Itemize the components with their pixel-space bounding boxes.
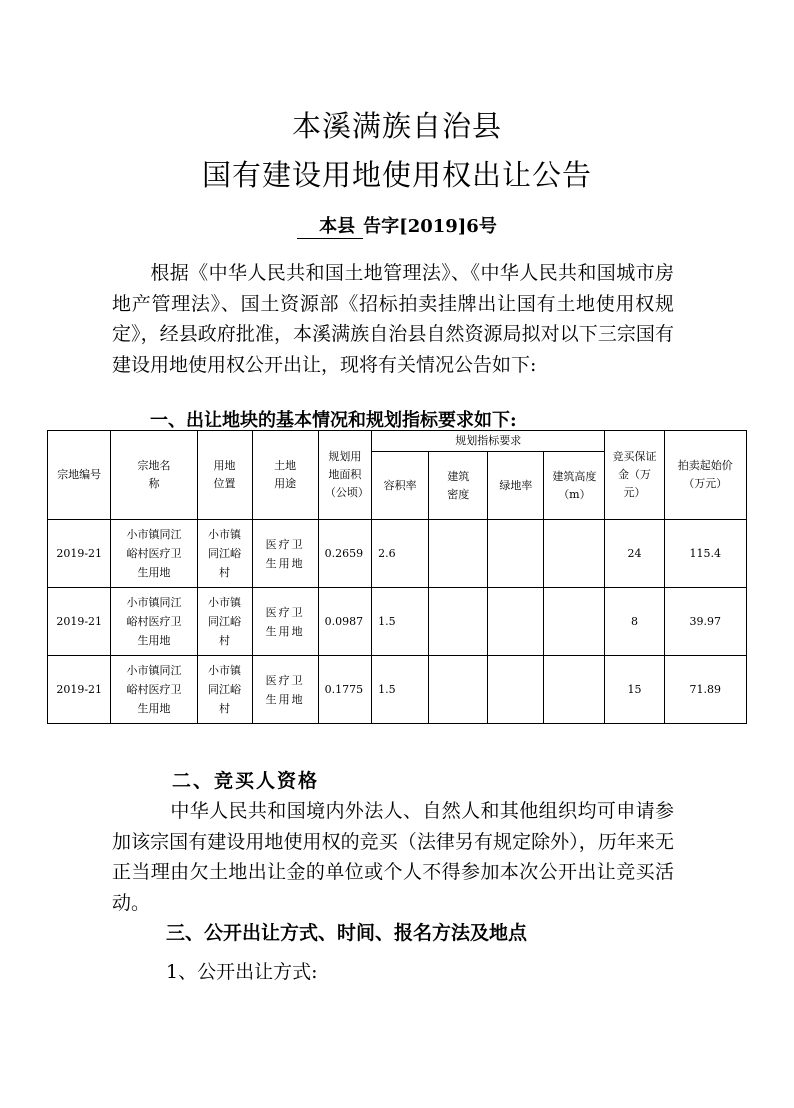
header-height: 建筑高度（m） <box>544 452 605 520</box>
cell-far: 1.5 <box>372 656 429 724</box>
cell-use: 医疗卫生用地 <box>252 656 318 724</box>
header-name: 宗地名称 <box>111 431 197 520</box>
header-density: 建筑密度 <box>429 452 488 520</box>
table-row <box>48 656 747 724</box>
header-start-price: 拍卖起始价（万元） <box>664 431 746 520</box>
cell-area: 0.1775 <box>318 656 371 724</box>
cell-area: 0.0987 <box>318 588 371 656</box>
cell-parcel-no: 2019-21 <box>48 588 111 656</box>
land-parcel-table <box>47 430 747 724</box>
cell-deposit: 24 <box>605 520 664 588</box>
cell-height <box>544 520 605 588</box>
cell-location: 小市镇同江峪村 <box>197 520 252 588</box>
section-3-heading: 三、公开出让方式、时间、报名方法及地点 <box>166 922 528 944</box>
table-row <box>48 588 747 656</box>
intro-text: 根据《中华人民共和国土地管理法》、《中华人民共和国城市房地产管理法》、国土资源部《招标拍卖挂牌出让国有土地使用权规定》，经县政府批准，本溪满族自治县自然资源局拟对以下三宗国有建设用地使用权公开出让，现将有关情况公告如下: <box>112 262 674 376</box>
section-2-heading: 二、竞买人资格 <box>172 770 320 792</box>
cell-density <box>429 588 488 656</box>
cell-parcel-no: 2019-21 <box>48 656 111 724</box>
cell-far: 1.5 <box>372 588 429 656</box>
header-deposit: 竞买保证金（万元） <box>605 431 664 520</box>
cell-location: 小市镇同江峪村 <box>197 656 252 724</box>
cell-parcel-no: 2019-21 <box>48 520 111 588</box>
cell-start-price: 115.4 <box>664 520 746 588</box>
cell-location: 小市镇同江峪村 <box>197 588 252 656</box>
header-location: 用地位置 <box>197 431 252 520</box>
header-area: 规划用地面积（公顷） <box>318 431 371 520</box>
cell-height <box>544 656 605 724</box>
title-announcement: 国有建设用地使用权出让公告 <box>201 158 592 192</box>
header-use: 土地用途 <box>252 431 318 520</box>
section-2-paragraph <box>112 796 674 918</box>
header-green: 绿地率 <box>488 452 544 520</box>
cell-green <box>488 656 544 724</box>
cell-density <box>429 656 488 724</box>
intro-paragraph <box>112 258 674 380</box>
cell-height <box>544 588 605 656</box>
doc-number-suffix: 告字[2019]6号 <box>363 216 497 237</box>
header-parcel-no: 宗地编号 <box>48 431 111 520</box>
section-1-heading: 一、出让地块的基本情况和规划指标要求如下: <box>150 410 517 431</box>
cell-area: 0.2659 <box>318 520 371 588</box>
cell-start-price: 39.97 <box>664 588 746 656</box>
table-row <box>48 520 747 588</box>
cell-green <box>488 588 544 656</box>
cell-name: 小市镇同江峪村医疗卫生用地 <box>111 588 197 656</box>
header-far: 容积率 <box>372 452 429 520</box>
cell-name: 小市镇同江峪村医疗卫生用地 <box>111 520 197 588</box>
cell-green <box>488 520 544 588</box>
cell-deposit: 15 <box>605 656 664 724</box>
document-number <box>0 212 794 239</box>
cell-name: 小市镇同江峪村医疗卫生用地 <box>111 656 197 724</box>
cell-use: 医疗卫生用地 <box>252 588 318 656</box>
doc-number-prefix: 本县 <box>297 216 363 239</box>
section-2-text: 中华人民共和国境内外法人、自然人和其他组织均可申请参加该宗国有建设用地使用权的竞买（法律另有规定除外），历年来无正当理由欠土地出让金的单位或个人不得参加本次公开出让竞买活动。 <box>112 800 674 914</box>
cell-far: 2.6 <box>372 520 429 588</box>
cell-density <box>429 520 488 588</box>
header-planning: 规划指标要求 <box>372 431 605 452</box>
cell-use: 医疗卫生用地 <box>252 520 318 588</box>
cell-deposit: 8 <box>605 588 664 656</box>
section-3-item-1: 1、公开出让方式: <box>166 961 318 983</box>
title-county: 本溪满族自治县 <box>291 109 502 143</box>
cell-start-price: 71.89 <box>664 656 746 724</box>
